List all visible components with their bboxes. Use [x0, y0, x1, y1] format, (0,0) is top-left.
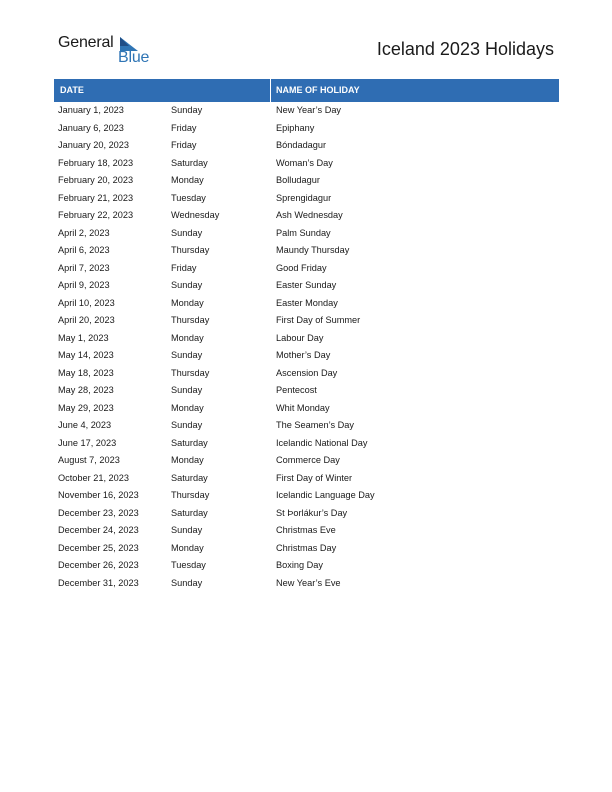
holiday-date: April 7, 2023 [58, 262, 110, 273]
page-title: Iceland 2023 Holidays [376, 39, 554, 59]
holiday-weekday: Sunday [171, 420, 203, 430]
table-row [54, 330, 559, 348]
holiday-name: St Þorlákur’s Day [276, 507, 348, 518]
holiday-date: May 18, 2023 [58, 367, 114, 378]
holiday-date: February 20, 2023 [58, 175, 134, 185]
holiday-weekday: Thursday [171, 315, 210, 325]
holiday-name: Maundy Thursday [276, 245, 350, 255]
table-row [54, 575, 559, 593]
holiday-name: Bolludagur [276, 175, 320, 185]
holiday-weekday: Sunday [171, 577, 203, 588]
table-row [54, 102, 559, 120]
holiday-date: February 22, 2023 [58, 210, 134, 220]
holiday-date: November 16, 2023 [58, 490, 139, 500]
table-row [54, 295, 559, 313]
holiday-weekday: Sunday [171, 280, 203, 290]
holiday-weekday: Monday [171, 297, 204, 308]
holiday-name: Easter Monday [276, 297, 338, 308]
table-row [54, 400, 559, 418]
table-row [54, 470, 559, 488]
holiday-name: Pentecost [276, 385, 317, 395]
table-row [54, 312, 559, 330]
holiday-date: June 4, 2023 [58, 420, 112, 430]
holiday-weekday: Monday [171, 455, 204, 465]
holiday-date: January 1, 2023 [58, 105, 124, 115]
table-row [54, 347, 559, 365]
holiday-weekday: Tuesday [171, 192, 206, 203]
holiday-name: Icelandic Language Day [276, 490, 375, 500]
table-row [54, 137, 559, 155]
logo-text-blue: Blue [118, 49, 150, 66]
holiday-date: May 28, 2023 [58, 385, 114, 395]
holiday-date: December 25, 2023 [58, 542, 139, 553]
holiday-name: First Day of Winter [276, 472, 353, 483]
holiday-date: April 6, 2023 [58, 245, 110, 255]
holiday-weekday: Monday [171, 332, 204, 343]
table-row [54, 487, 559, 505]
holiday-date: April 10, 2023 [58, 297, 115, 308]
table-row [54, 225, 559, 243]
holiday-name: Commerce Day [276, 455, 340, 465]
holiday-weekday: Sunday [171, 227, 203, 238]
table-row [54, 365, 559, 383]
holiday-date: December 31, 2023 [58, 577, 139, 588]
holiday-weekday: Saturday [171, 157, 208, 168]
holiday-date: January 6, 2023 [58, 122, 124, 133]
holiday-date: May 14, 2023 [58, 350, 114, 360]
holiday-weekday: Wednesday [171, 210, 220, 220]
table-row [54, 522, 559, 540]
table-row [54, 155, 559, 173]
table-row [54, 557, 559, 575]
holiday-name: Boxing Day [276, 560, 323, 570]
holiday-name: Christmas Day [276, 542, 337, 553]
table-row [54, 260, 559, 278]
holiday-date: May 29, 2023 [58, 402, 114, 413]
holiday-name: Christmas Eve [276, 525, 336, 535]
logo-text-general: General [58, 34, 114, 51]
holiday-date: April 2, 2023 [58, 227, 110, 238]
holiday-date: June 17, 2023 [58, 437, 117, 448]
holiday-weekday: Sunday [171, 385, 203, 395]
header-divider [270, 79, 271, 102]
holiday-name: Easter Sunday [276, 280, 337, 290]
holiday-weekday: Sunday [171, 105, 203, 115]
table-row [54, 382, 559, 400]
holiday-date: October 21, 2023 [58, 472, 129, 483]
holiday-name: Palm Sunday [276, 227, 331, 238]
holiday-name: Icelandic National Day [276, 437, 368, 448]
holiday-weekday: Friday [171, 262, 197, 273]
holiday-name: Bóndadagur [276, 140, 327, 150]
holiday-date: December 23, 2023 [58, 507, 139, 518]
holiday-weekday: Saturday [171, 437, 208, 448]
holiday-name: Ascension Day [276, 367, 338, 378]
holiday-date: August 7, 2023 [58, 455, 120, 465]
holiday-weekday: Thursday [171, 490, 210, 500]
column-header-holiday-name: NAME OF HOLIDAY [276, 85, 360, 95]
table-row [54, 242, 559, 260]
holiday-weekday: Monday [171, 175, 204, 185]
holiday-name: New Year’s Eve [276, 577, 341, 588]
holiday-weekday: Thursday [171, 367, 210, 378]
holiday-weekday: Tuesday [171, 560, 206, 570]
holiday-name: Ash Wednesday [276, 210, 343, 220]
holiday-weekday: Friday [171, 122, 197, 133]
holiday-weekday: Thursday [171, 245, 210, 255]
holiday-date: December 24, 2023 [58, 525, 139, 535]
table-row [54, 277, 559, 295]
holiday-weekday: Monday [171, 402, 204, 413]
table-row [54, 435, 559, 453]
holiday-name: Mother’s Day [276, 350, 331, 360]
holiday-weekday: Monday [171, 542, 204, 553]
table-row [54, 505, 559, 523]
holiday-weekday: Saturday [171, 507, 208, 518]
holiday-name: Labour Day [276, 332, 324, 343]
holiday-name: First Day of Summer [276, 315, 361, 325]
table-row [54, 207, 559, 225]
holiday-weekday: Sunday [171, 525, 203, 535]
table-row [54, 190, 559, 208]
generalblue-logo [58, 34, 148, 68]
holiday-name: New Year’s Day [276, 105, 342, 115]
holiday-date: April 20, 2023 [58, 315, 115, 325]
table-row [54, 120, 559, 138]
column-header-date: DATE [60, 85, 84, 95]
holiday-name: The Seamen’s Day [276, 420, 354, 430]
holiday-date: May 1, 2023 [58, 332, 109, 343]
table-body [54, 102, 559, 592]
table-row [54, 452, 559, 470]
holiday-name: Woman’s Day [276, 157, 333, 168]
holiday-date: April 9, 2023 [58, 280, 110, 290]
holiday-weekday: Friday [171, 140, 197, 150]
holiday-date: December 26, 2023 [58, 560, 139, 570]
holiday-date: February 21, 2023 [58, 192, 134, 203]
table-row [54, 540, 559, 558]
holiday-table [54, 79, 559, 592]
holiday-name: Epiphany [276, 122, 315, 133]
holiday-name: Whit Monday [276, 402, 330, 413]
holiday-date: January 20, 2023 [58, 140, 130, 150]
holiday-date: February 18, 2023 [58, 157, 134, 168]
holiday-weekday: Sunday [171, 350, 203, 360]
holiday-name: Sprengidagur [276, 192, 332, 203]
table-header [54, 79, 559, 102]
table-row [54, 417, 559, 435]
holiday-name: Good Friday [276, 262, 327, 273]
holiday-weekday: Saturday [171, 472, 208, 483]
table-row [54, 172, 559, 190]
